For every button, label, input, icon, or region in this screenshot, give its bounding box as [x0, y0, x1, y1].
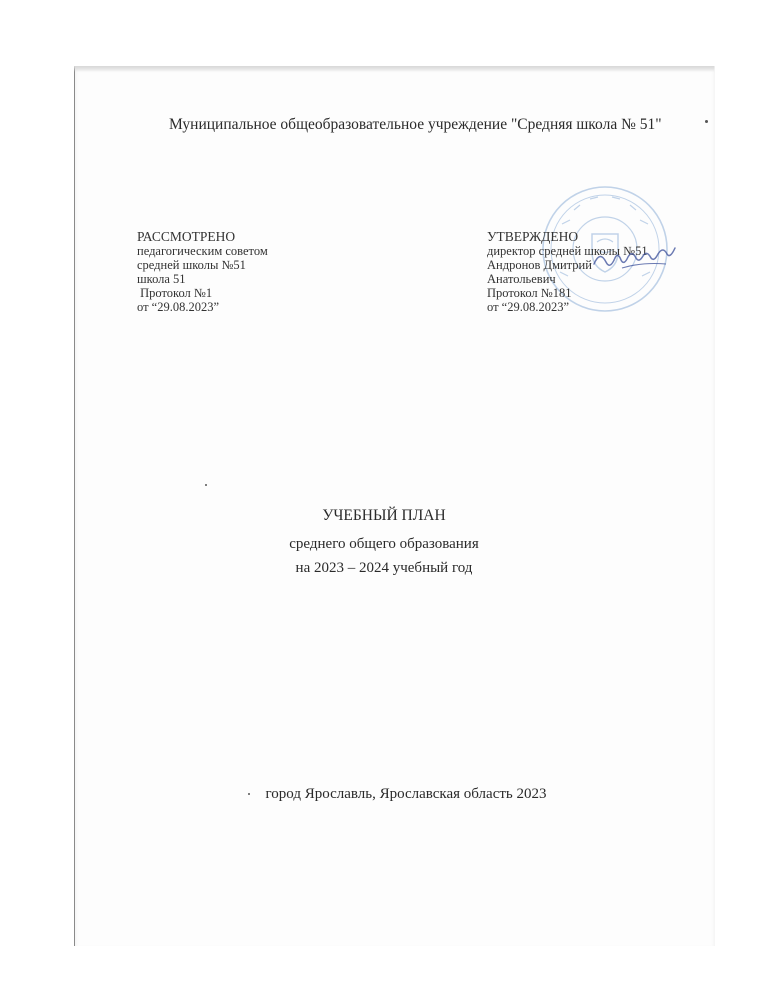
considered-line: Протокол №1: [137, 286, 213, 300]
document-subtitle: среднего общего образования: [289, 536, 479, 552]
considered-line: школа 51: [137, 272, 186, 286]
academic-year: на 2023 – 2024 учебный год: [295, 560, 473, 576]
page-edge-shadow: [74, 66, 714, 72]
city-footer: город Ярославль, Ярославская область 2023: [265, 786, 547, 802]
considered-block: [137, 230, 268, 314]
approved-line: от “29.08.2023”: [487, 300, 570, 314]
considered-line: средней школы №51: [137, 258, 246, 272]
considered-heading: РАССМОТРЕНО: [137, 229, 236, 244]
considered-line: от “29.08.2023”: [137, 300, 220, 314]
considered-line: педагогическим советом: [137, 244, 268, 258]
scan-speck: [248, 793, 250, 795]
scan-speck: [705, 120, 708, 123]
scan-speck: [205, 484, 207, 486]
approved-line: Анатольевич: [487, 272, 556, 286]
approved-line: Андронов Дмитрий: [487, 258, 592, 272]
organization-title: Муниципальное общеобразовательное учреждение "Средняя школа № 51": [169, 116, 662, 133]
approved-line: Протокол №181: [487, 286, 572, 300]
approved-heading: УТВЕРЖДЕНО: [487, 229, 579, 244]
document-title: УЧЕБНЫЙ ПЛАН: [322, 507, 446, 524]
handwritten-signature-icon: [592, 244, 684, 274]
approved-line: директор средней школы №51: [487, 244, 648, 258]
